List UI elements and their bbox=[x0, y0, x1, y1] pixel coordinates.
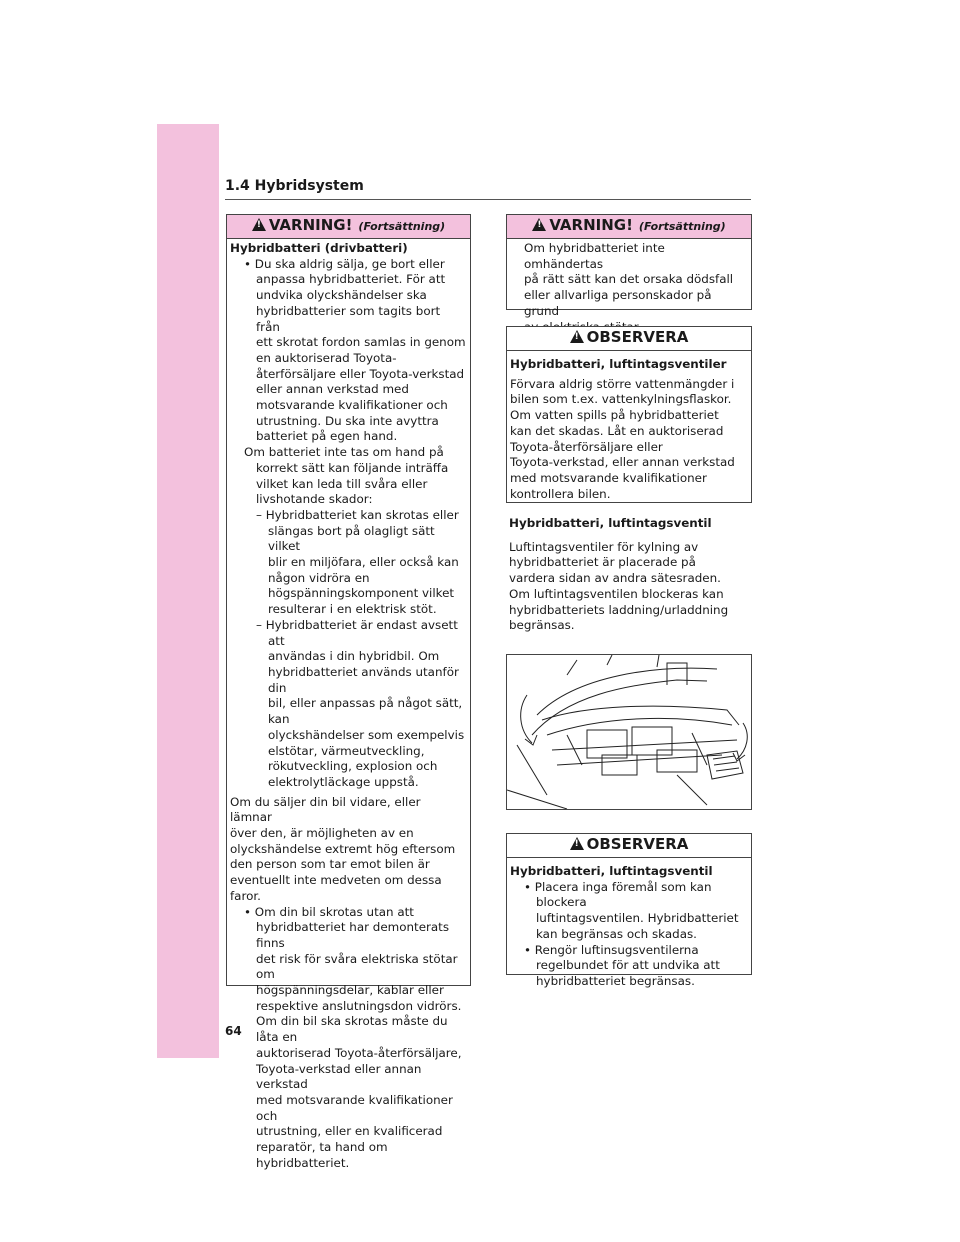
notice-box-air-vent bbox=[506, 833, 752, 988]
bullet-text-continued: Om batteriet inte tas om hand på korrekt sätt kan följande inträffa vilket kan leda till svåra eller livshotande skador: bbox=[244, 445, 449, 507]
paragraph: Om du säljer din bil vidare, eller lämnar över den, är möjligheten av en olyckshändelse extremt hög eftersom den person som tar emot bilen är eventuellt inte medveten om dessa faror. bbox=[230, 794, 456, 903]
warning-box-continued bbox=[506, 214, 752, 318]
dash-item: – Hybridbatteriet är endast avsett att användas i din hybridbil. Om hybridbatteriet används utanför din bil, eller anpassas på något sätt, kan olyckshändelser som exempelvis elstötar, värmeutveckling, rökutveckling, explosion och elektrolytläckage uppstå. bbox=[256, 617, 465, 789]
body-section: Hybridbatteri, luftintagsventil Luftintagsventiler för kylning av hybridbatteriet är placerade på vardera sidan av andra sätesraden. Om luftintagsventilen blockeras kan hybridbatteriets laddning/urladdning begränsas. bbox=[509, 516, 751, 634]
bullet-text: • Placera inga föremål som kan blockera luftintagsventilen. Hybridbatteriet kan begränsas och skadas. bbox=[524, 879, 739, 941]
warning-header: !VARNING! (Fortsättning) bbox=[227, 215, 470, 239]
warning-triangle-icon bbox=[252, 218, 266, 231]
section-title: 1.4 Hybridsystem bbox=[225, 178, 364, 194]
dash-item: – Hybridbatteriet kan skrotas eller slängas bort på olagligt sätt vilket blir en miljöfara, eller också kan någon vidröra en högspänningskomponent vilket resulterar i en elektrisk stöt. bbox=[256, 507, 459, 617]
section-divider bbox=[225, 199, 751, 200]
notice-heading: Hybridbatteri, luftintagsventil bbox=[510, 864, 713, 878]
warning-body: Om hybridbatteriet inte omhändertas på rätt sätt kan det orsaka dödsfall eller allvarliga personskador på grund bbox=[524, 241, 734, 318]
notice-box-air-intake bbox=[506, 326, 752, 503]
seat-drawing bbox=[507, 655, 751, 809]
chapter-tab bbox=[157, 124, 219, 1058]
rear-seat-air-vent-illustration bbox=[506, 654, 752, 810]
page-number: 64 bbox=[225, 1024, 242, 1038]
notice-body: Hybridbatteri, luftintagsventiler Förvara aldrig större vattenmängder i bilen som t.ex. vattenkylningsflaskor. Om vatten spills på hybridbatteriet kan det skadas. Låt en auktoriserad Toyota-återförsäljare eller Toyota-verkstad, eller annan verkstad med motsvarande kvalifikationer kontrollera bilen. bbox=[507, 351, 751, 502]
notice-header: !OBSERVERA bbox=[507, 327, 751, 351]
notice-triangle-icon bbox=[570, 837, 584, 850]
notice-header: !OBSERVERA bbox=[507, 834, 751, 858]
warning-header: !VARNING! (Fortsättning) bbox=[507, 215, 751, 239]
warning-heading: Hybridbatteri (drivbatteri) bbox=[230, 241, 408, 255]
notice-triangle-icon bbox=[570, 330, 584, 343]
body-heading: Hybridbatteri, luftintagsventil bbox=[509, 516, 712, 530]
notice-body bbox=[507, 858, 751, 990]
bullet-text: • Om din bil skrotas utan att hybridbatteriet har demonterats finns det risk för svåra elektriska stötar om högspänningsdelar, kablar eller respektive anslutningsdon vidrörs. Om din bil ska skrotas måste du låta en auktoriserad Toyota-återförsäljare, Toyota-verkstad eller annan verkstad med motsvarande kvalifikationer och utrustning, eller en kvalificerad reparatör, ta hand om hybridbatteriet. bbox=[244, 904, 462, 1170]
warning-triangle-icon bbox=[532, 218, 546, 231]
notice-heading: Hybridbatteri, luftintagsventiler bbox=[510, 357, 727, 371]
bullet-text: • Rengör luftinsugsventilerna regelbundet för att undvika att hybridbatteriet begränsas. bbox=[524, 942, 720, 988]
warning-body bbox=[227, 239, 470, 1171]
bullet-text: • Du ska aldrig sälja, ge bort eller anpassa hybridbatteriet. För att undvika olyckshändelser ska hybridbatterier som tagits bort från ett skrotat fordon samlas in genom en auktoriserad Toyota- återförsäljare eller Toyota-verkstad eller annan verkstad med motsvarande kvalifikationer och utrustning. Du ska inte avyttra batteriet på egen hand. bbox=[244, 256, 466, 444]
